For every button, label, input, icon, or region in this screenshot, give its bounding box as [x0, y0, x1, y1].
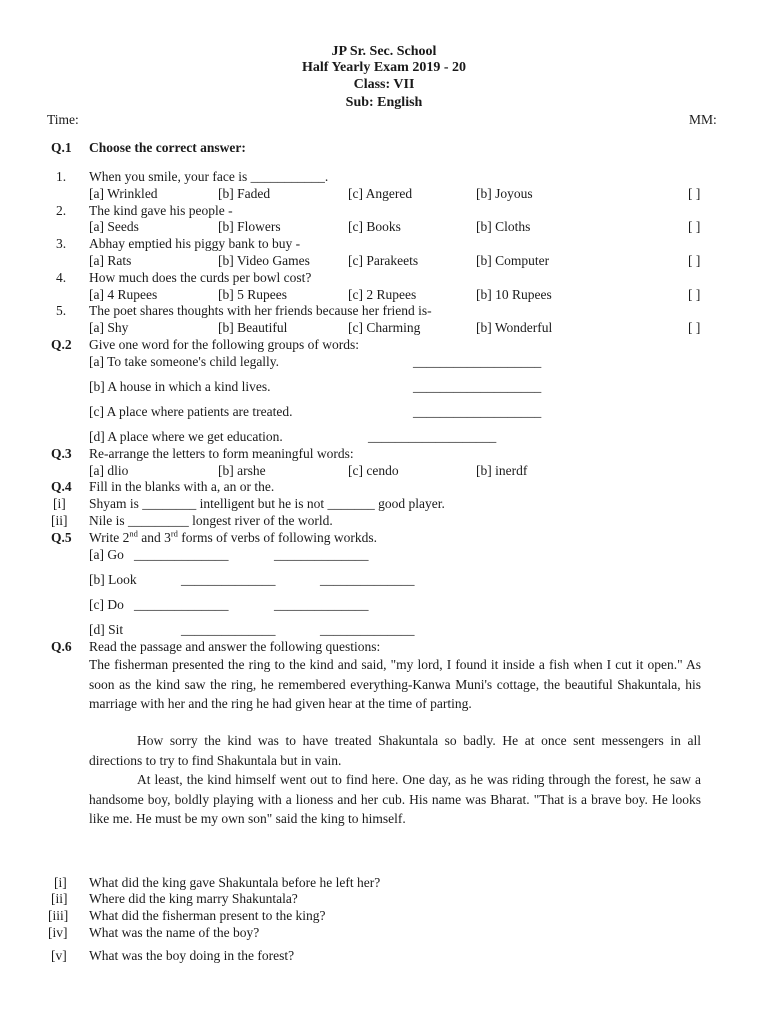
q6-question-text: Where did the king marry Shakuntala?: [89, 891, 298, 906]
q1-option-c: [c] 2 Rupees: [348, 287, 417, 302]
q5-blank-3rd: ______________: [320, 622, 415, 637]
passage-paragraph-2: How sorry the kind was to have treated Shakuntala so badly. He at once sent messengers in all directions to try to find Shakuntala but in vain.: [89, 733, 701, 768]
q1-item-number: 4.: [56, 270, 67, 285]
q3-word: [b] inerdf: [476, 463, 528, 478]
q2-item-text: [c] A place where patients are treated.: [89, 404, 293, 419]
q5-blank-2nd: ______________: [181, 622, 276, 637]
q6-question-text: What was the boy doing in the forest?: [89, 948, 295, 963]
q5-blank-2nd: ______________: [134, 547, 229, 562]
answer-bracket: [ ]: [688, 320, 701, 335]
school-name: JP Sr. Sec. School: [331, 44, 437, 59]
q1-item-question: How much does the curds per bowl cost?: [89, 270, 312, 285]
q1-option-c: [c] Parakeets: [348, 253, 419, 268]
q6-number: Q.6: [51, 639, 72, 654]
q1-item-number: 2.: [56, 203, 67, 218]
q4-item-text: Shyam is ________ intelligent but he is not _______ good player.: [89, 496, 445, 511]
q1-option-c: [c] Angered: [348, 186, 413, 201]
q1-option-a: [a] 4 Rupees: [89, 287, 158, 302]
q4-item-number: [ii]: [51, 513, 68, 528]
passage-paragraph-3: At least, the kind himself went out to find here. One day, as he was riding through the forest, he saw a handsome boy, boldly playing with a lioness and her cub. His name was Bharat. "That is a brave boy. He looks like me. He must be my own son" said the king to himself.: [89, 772, 701, 826]
q2-number: Q.2: [51, 337, 72, 352]
q5-number: Q.5: [51, 530, 72, 545]
q5-verb: [a] Go: [89, 547, 124, 562]
answer-bracket: [ ]: [688, 219, 701, 234]
q1-option-d: [b] Cloths: [476, 219, 531, 234]
q1-option-a: [a] Shy: [89, 320, 129, 335]
answer-bracket: [ ]: [688, 186, 701, 201]
q6-question-number: [iii]: [48, 908, 69, 923]
q5-blank-3rd: ______________: [320, 572, 415, 587]
q1-item-question: The poet shares thoughts with her friends because her friend is-: [89, 303, 432, 318]
q1-option-d: [b] Computer: [476, 253, 550, 268]
q5-blank-3rd: ______________: [274, 597, 369, 612]
q1-item-question: Abhay emptied his piggy bank to buy -: [89, 236, 301, 251]
q2-answer-blank: ___________________: [413, 379, 542, 394]
q1-option-b: [b] Beautiful: [218, 320, 288, 335]
q3-word: [c] cendo: [348, 463, 399, 478]
q5-verb: [d] Sit: [89, 622, 124, 637]
q5-blank-3rd: ______________: [274, 547, 369, 562]
q6-question-number: [v]: [51, 948, 67, 963]
q3-title: Re-arrange the letters to form meaningful words:: [89, 446, 354, 461]
q1-option-a: [a] Rats: [89, 253, 132, 268]
q6-question-text: What was the name of the boy?: [89, 925, 260, 940]
q6-question-number: [ii]: [51, 891, 68, 906]
q1-item-question: The kind gave his people -: [89, 203, 233, 218]
q3-word: [b] arshe: [218, 463, 266, 478]
q5-title: Write 2nd and 3rd forms of verbs of following workds.: [89, 528, 378, 545]
q3-number: Q.3: [51, 446, 72, 461]
q1-item-question: When you smile, your face is ___________.: [89, 169, 329, 184]
q6-question-text: What did the king gave Shakuntala before he left her?: [89, 875, 381, 890]
answer-bracket: [ ]: [688, 253, 701, 268]
q6-title: Read the passage and answer the following questions:: [89, 639, 381, 654]
time-label: Time:: [47, 112, 79, 127]
exam-title: Half Yearly Exam 2019 - 20: [302, 60, 466, 75]
q4-item-number: [i]: [53, 496, 66, 511]
subject-label: Sub: English: [345, 95, 423, 110]
q6-question-text: What did the fisherman present to the king?: [89, 908, 326, 923]
q5-blank-2nd: ______________: [134, 597, 229, 612]
q1-option-a: [a] Wrinkled: [89, 186, 158, 201]
answer-bracket: [ ]: [688, 287, 701, 302]
q2-answer-blank: ___________________: [413, 354, 542, 369]
q5-blank-2nd: ______________: [181, 572, 276, 587]
q1-option-b: [b] Faded: [218, 186, 271, 201]
q4-item-text: Nile is _________ longest river of the world.: [89, 513, 333, 528]
q3-word: [a] dlio: [89, 463, 129, 478]
q4-title: Fill in the blanks with a, an or the.: [89, 479, 275, 494]
q1-option-b: [b] Video Games: [218, 253, 310, 268]
q1-option-c: [c] Books: [348, 219, 401, 234]
q5-verb: [c] Do: [89, 597, 124, 612]
passage-paragraph-1: The fisherman presented the ring to the kind and said, "my lord, I found it inside a fish when I cut it open." As soon as the kind saw the ring, he remembered everything-Kanwa Muni's cottage, the beautiful Shakuntala, his marriage with her and the ring he had given hear at the time of parting.: [89, 657, 701, 711]
q2-answer-blank: ___________________: [368, 429, 497, 444]
class-label: Class: VII: [353, 77, 415, 92]
q1-option-b: [b] Flowers: [218, 219, 281, 234]
q6-question-number: [i]: [54, 875, 67, 890]
q1-option-a: [a] Seeds: [89, 219, 139, 234]
q2-item-text: [a] To take someone's child legally.: [89, 354, 280, 369]
q1-option-d: [b] Wonderful: [476, 320, 553, 335]
q2-title: Give one word for the following groups of words:: [89, 337, 359, 352]
max-marks-label: MM:: [689, 112, 717, 127]
q2-item-text: [d] A place where we get education.: [89, 429, 283, 444]
q1-option-c: [c] Charming: [348, 320, 421, 335]
q1-item-number: 1.: [56, 169, 67, 184]
q1-option-b: [b] 5 Rupees: [218, 287, 287, 302]
q4-number: Q.4: [51, 479, 72, 494]
q1-option-d: [b] 10 Rupees: [476, 287, 552, 302]
q6-question-number: [iv]: [48, 925, 68, 940]
q2-answer-blank: ___________________: [413, 404, 542, 419]
q5-verb: [b] Look: [89, 572, 137, 587]
q1-item-number: 3.: [56, 236, 67, 251]
q1-number: Q.1: [51, 140, 72, 155]
q2-item-text: [b] A house in which a kind lives.: [89, 379, 271, 394]
q1-title: Choose the correct answer:: [89, 140, 246, 155]
q1-option-d: [b] Joyous: [476, 186, 533, 201]
q1-item-number: 5.: [56, 303, 67, 318]
